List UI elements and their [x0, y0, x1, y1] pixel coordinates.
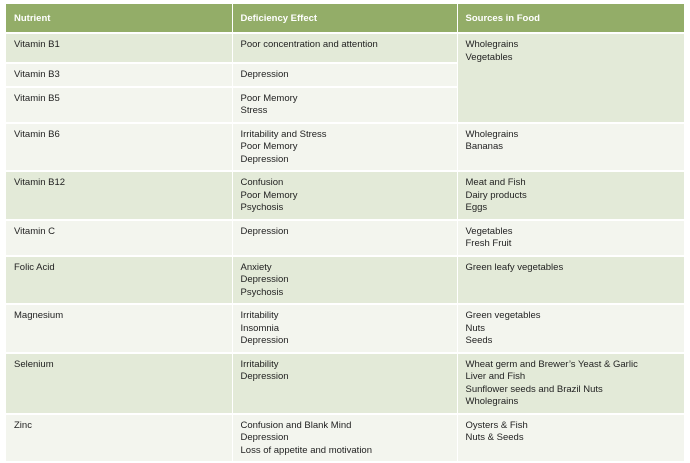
- effect-item: Depression: [240, 371, 289, 382]
- effect-item: Confusion and Blank Mind: [240, 419, 352, 431]
- effect-item: Confusion: [240, 177, 284, 188]
- effect-item: Psychosis: [240, 286, 284, 298]
- effect-item: Depression: [240, 274, 289, 285]
- nutrient-cell: Folic Acid: [6, 256, 232, 305]
- sources-cell: [457, 353, 684, 414]
- deficiency-effect-cell: [232, 171, 457, 220]
- sources-cell: [457, 171, 684, 220]
- nutrient-cell: Vitamin B12: [6, 171, 232, 220]
- nutrient-cell: Vitamin B1: [6, 33, 232, 63]
- table-body: [6, 33, 684, 462]
- sources-cell: [457, 256, 684, 305]
- table-row: [6, 353, 684, 414]
- deficiency-effect-cell: [232, 220, 457, 256]
- deficiency-effect-cell: [232, 304, 457, 353]
- nutrient-table-container: [6, 4, 684, 463]
- effect-item: Depression: [240, 432, 289, 443]
- nutrient-cell: Selenium: [6, 353, 232, 414]
- nutrient-cell: Vitamin B6: [6, 123, 232, 172]
- header-deficiency-effect: Deficiency Effect: [232, 4, 457, 33]
- nutrient-cell: Magnesium: [6, 304, 232, 353]
- source-item: Vegetables: [465, 225, 513, 237]
- deficiency-effect-cell: [232, 33, 457, 63]
- source-item: Meat and Fish: [465, 177, 526, 188]
- sources-cell: [457, 304, 684, 353]
- effect-item: Depression: [240, 153, 289, 165]
- sources-cell: [457, 33, 684, 123]
- source-item: Fresh Fruit: [465, 238, 512, 249]
- effect-item: Depression: [240, 225, 289, 237]
- deficiency-effect-cell: [232, 256, 457, 305]
- table-row: [6, 220, 684, 256]
- table-row: [6, 171, 684, 220]
- source-item: Nuts & Seeds: [465, 432, 524, 443]
- effect-item: Depression: [240, 69, 289, 80]
- table-row: [6, 33, 684, 63]
- effect-item: Psychosis: [240, 202, 284, 213]
- effect-item: Irritability: [240, 358, 279, 370]
- source-item: Oysters & Fish: [465, 419, 528, 431]
- effect-item: Irritability and Stress: [240, 128, 327, 140]
- source-item: Wheat germ and Brewer’s Yeast & Garlic: [465, 358, 638, 370]
- source-item: Dairy products: [465, 189, 527, 201]
- effect-item: Depression: [240, 335, 289, 346]
- effect-item: Poor Memory: [240, 92, 298, 104]
- header-sources-in-food: Sources in Food: [457, 4, 684, 33]
- sources-cell: [457, 414, 684, 463]
- sources-cell: [457, 123, 684, 172]
- deficiency-effect-cell: [232, 63, 457, 87]
- table-row: [6, 414, 684, 463]
- deficiency-effect-cell: [232, 353, 457, 414]
- deficiency-effect-cell: [232, 87, 457, 123]
- deficiency-effect-cell: [232, 414, 457, 463]
- source-item: Eggs: [465, 202, 488, 213]
- nutrient-cell: Zinc: [6, 414, 232, 463]
- effect-item: Stress: [240, 105, 268, 116]
- source-item: Wholegrains: [465, 396, 519, 407]
- source-item: Liver and Fish: [465, 371, 526, 382]
- nutrient-cell: Vitamin B3: [6, 63, 232, 87]
- effect-item: Poor Memory: [240, 189, 298, 201]
- source-item: Sunflower seeds and Brazil Nuts: [465, 383, 603, 395]
- effect-item: Poor concentration and attention: [240, 39, 378, 50]
- effect-item: Loss of appetite and motivation: [240, 444, 373, 456]
- source-item: Green leafy vegetables: [465, 261, 564, 273]
- source-item: Vegetables: [465, 51, 513, 63]
- header-nutrient: Nutrient: [6, 4, 232, 33]
- table-row: [6, 123, 684, 172]
- nutrient-cell: Vitamin B5: [6, 87, 232, 123]
- effect-item: Insomnia: [240, 322, 280, 334]
- effect-item: Irritability: [240, 310, 279, 321]
- effect-item: Anxiety: [240, 261, 272, 273]
- source-item: Nuts: [465, 322, 486, 334]
- source-item: Bananas: [465, 141, 504, 152]
- sources-cell: [457, 220, 684, 256]
- table-row: [6, 304, 684, 353]
- deficiency-effect-cell: [232, 123, 457, 172]
- nutrient-cell: Vitamin C: [6, 220, 232, 256]
- source-item: Green vegetables: [465, 310, 541, 321]
- source-item: Seeds: [465, 335, 493, 346]
- source-item: Wholegrains: [465, 39, 519, 50]
- table-row: [6, 256, 684, 305]
- effect-item: Poor Memory: [240, 141, 298, 152]
- source-item: Wholegrains: [465, 128, 519, 140]
- table-header-row: [6, 4, 684, 33]
- nutrient-deficiency-table: [6, 4, 685, 463]
